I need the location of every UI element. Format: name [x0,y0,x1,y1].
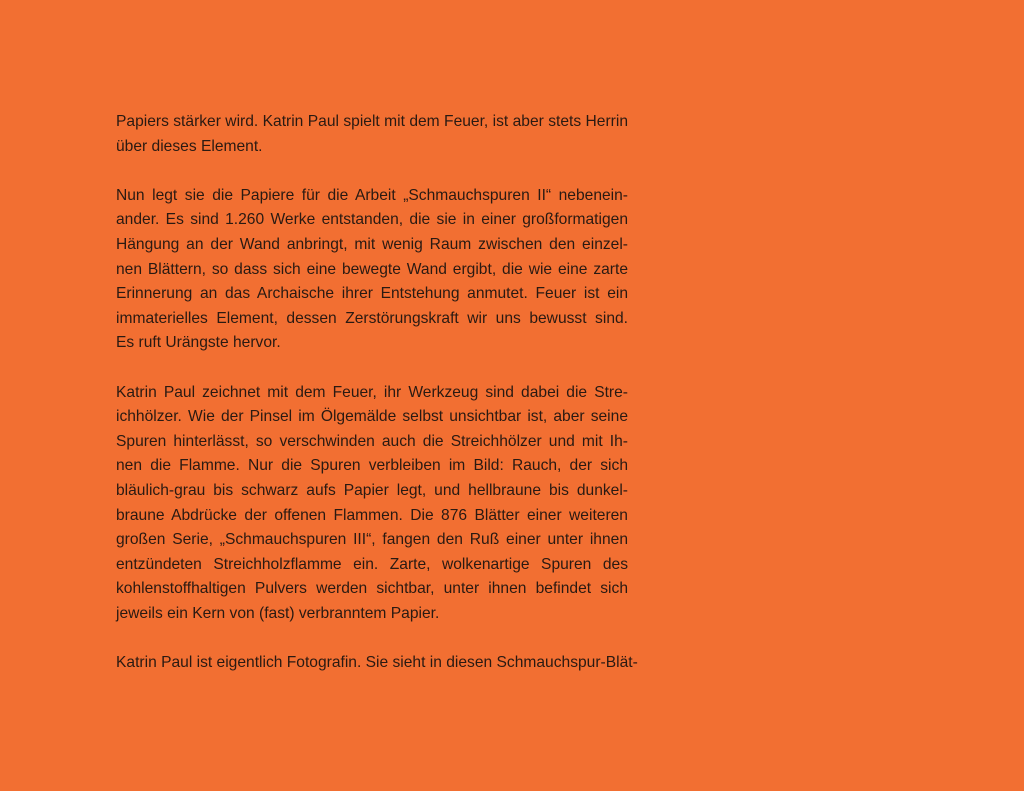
text-line: braune Abdrücke der offenen Flammen. Die 876 Blätter einer weiteren [116,506,628,524]
text-line: jeweils ein Kern von (fast) verbranntem Papier. [116,604,440,622]
text-line: ander. Es sind 1.260 Werke entstanden, die sie in einer großformatigen [116,211,628,229]
text-line: über dieses Element. [116,137,263,155]
text-line: Spuren hinterlässt, so verschwinden auch die Streichhölzer und mit Ih- [116,432,628,450]
text-line: Erinnerung an das Archaische ihrer Entstehung anmutet. Feuer ist ein [116,285,628,303]
text-line: nen die Flamme. Nur die Spuren verbleiben im Bild: Rauch, der sich [116,457,628,475]
text-line: immaterielles Element, dessen Zerstörungskraft wir uns bewusst sind. [116,309,628,327]
text-line: nen Blättern, so dass sich eine bewegte Wand ergibt, die wie eine zarte [116,260,628,278]
text-line: großen Serie, „Schmauchspuren III“, fangen den Ruß einer unter ihnen [116,531,628,549]
body-text [116,110,638,700]
paragraph [116,651,638,676]
text-line: Nun legt sie die Papiere für die Arbeit „Schmauchspuren II“ nebenein- [116,186,628,204]
paragraph [116,110,628,159]
text-line: Katrin Paul ist eigentlich Fotografin. Sie sieht in diesen Schmauchspur-Blät- [116,654,638,672]
paragraph [116,381,628,627]
text-line: ichhölzer. Wie der Pinsel im Ölgemälde selbst unsichtbar ist, aber seine [116,408,628,426]
text-line: Es ruft Urängste hervor. [116,334,281,352]
text-line: entzündeten Streichholzflamme ein. Zarte, wolkenartige Spuren des [116,555,628,573]
text-line: Papiers stärker wird. Katrin Paul spielt mit dem Feuer, ist aber stets Herrin [116,113,628,130]
text-line: kohlenstoffhaltigen Pulvers werden sichtbar, unter ihnen befindet sich [116,580,628,598]
paragraph [116,184,628,356]
text-line: bläulich-grau bis schwarz aufs Papier legt, und hellbraune bis dunkel- [116,481,628,499]
text-line: Katrin Paul zeichnet mit dem Feuer, ihr Werkzeug sind dabei die Stre- [116,383,628,401]
text-line: Hängung an der Wand anbringt, mit wenig Raum zwischen den einzel- [116,235,628,253]
